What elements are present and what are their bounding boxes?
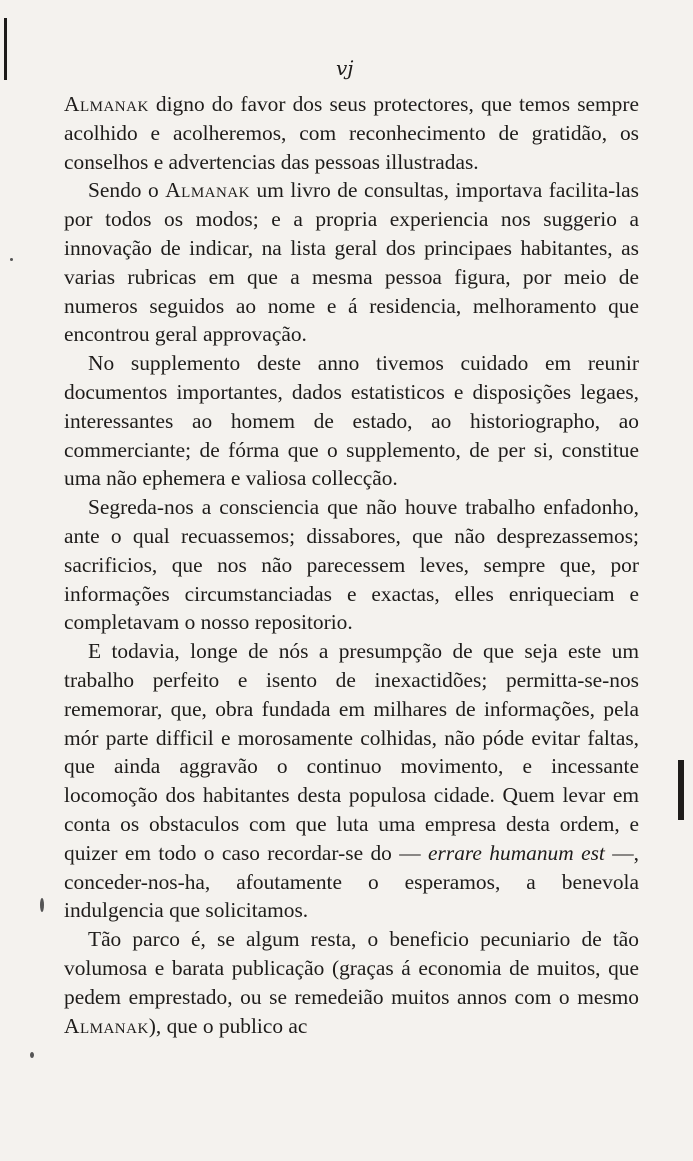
scan-edge-mark bbox=[4, 18, 7, 80]
almanak-word: Almanak bbox=[64, 92, 149, 116]
paragraph bbox=[64, 637, 639, 925]
paragraph-text: digno do favor dos seus protectores, que temos sempre acolhido e acolheremos, com reconhecimento de gratidão, os conselhos e advertencias das pessoas illustradas. bbox=[64, 92, 639, 174]
paragraph bbox=[64, 90, 639, 176]
paragraph bbox=[64, 925, 639, 1040]
body-text bbox=[64, 90, 639, 1040]
paragraph bbox=[64, 176, 639, 349]
ink-speck bbox=[30, 1052, 34, 1058]
paragraph-text: Segreda-nos a consciencia que não houve trabalho enfadonho, ante o qual recuassemos; dissabores, que não desprezassemos; sacrificios, que nos não parecessem leves, sempre que, por informações circumstanciadas e exactas, elles enriqueciam e completavam o nosso repositorio. bbox=[64, 495, 639, 635]
almanak-word: Almanak bbox=[165, 178, 250, 203]
paragraph-text: ), que o publico ac bbox=[148, 1013, 308, 1038]
almanak-word: Almanak bbox=[64, 1013, 149, 1038]
paragraph-text: E todavia, longe de nós a presumpção de que seja este um trabalho perfeito e isento de inexactidões; permitta-se-nos rememorar, que, obra fundada em milhares de informações, pela mór parte difficil e morosamente colhidas, não póde evitar faltas, que ainda aggravão o continuo movimento, e incessante locomoção dos habitantes desta populosa cidade. Quem levar em conta os obstaculos com que luta uma empresa desta ordem, e quizer em todo o caso recordar-se do — bbox=[64, 639, 639, 865]
paragraph-text: Sendo o bbox=[88, 178, 166, 203]
ink-speck bbox=[40, 898, 44, 912]
page-number: vj bbox=[336, 56, 354, 80]
scan-edge-mark bbox=[678, 760, 684, 820]
paragraph-text: No supplemento deste anno tivemos cuidado em reunir documentos importantes, dados estatisticos e disposições legaes, interessantes ao homem de estado, ao historiographo, ao commerciante; de fórma que o supplemento, de per si, constitue uma não ephemera e valiosa collecção. bbox=[64, 351, 639, 491]
paragraph bbox=[64, 493, 639, 637]
paragraph-text: Tão parco é, se algum resta, o beneficio pecuniario de tão volumosa e barata publicação (graças á economia de muitos, que pedem emprestado, ou se remedeião muitos annos com o mesmo bbox=[64, 927, 639, 1009]
paragraph bbox=[64, 349, 639, 493]
latin-quote: errare humanum est bbox=[428, 840, 605, 865]
ink-speck bbox=[10, 258, 13, 261]
paragraph-text: —, conceder-nos-ha, afoutamente o esperamos, a benevola indulgencia que solicitamos. bbox=[64, 840, 639, 923]
paragraph-text: um livro de consultas, importava facilita-las por todos os modos; e a propria experiencia nos suggerio a innovação de indicar, na lista geral dos principaes habitantes, as varias rubricas em que a mesma pessoa figura, por meio de numeros seguidos ao nome e á residencia, melhoramento que encontrou geral approvação. bbox=[64, 178, 639, 347]
